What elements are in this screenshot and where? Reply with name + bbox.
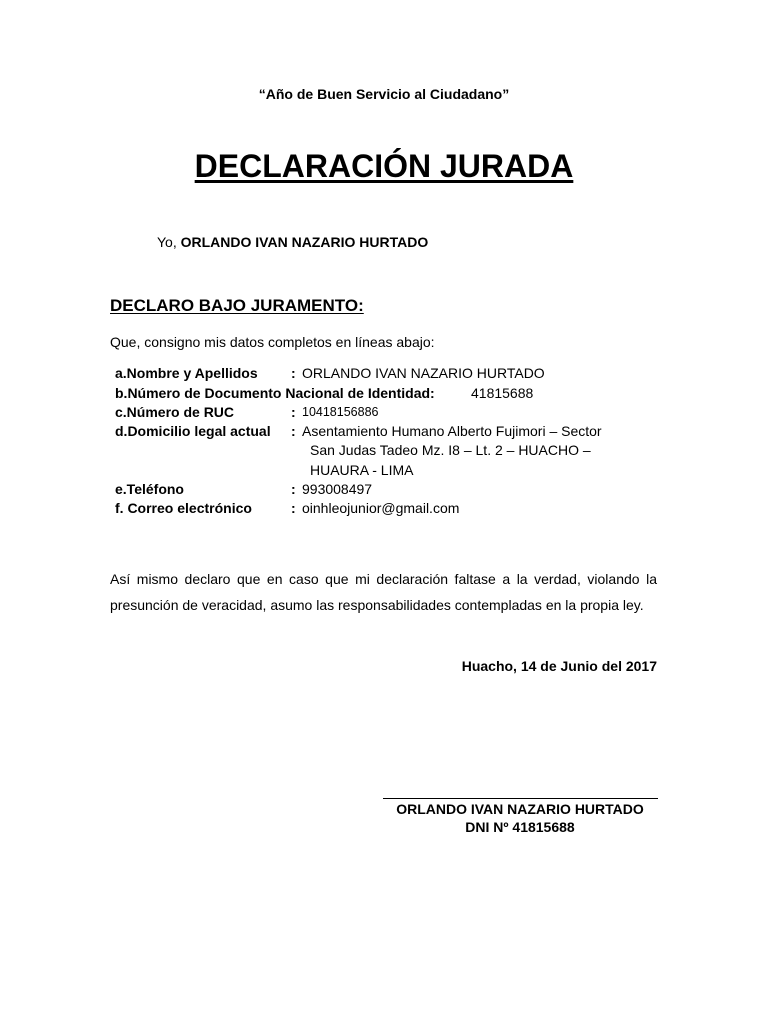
signature-name: ORLANDO IVAN NAZARIO HURTADO (396, 801, 644, 817)
intro-prefix: Yo, (157, 234, 181, 250)
field-value-dni: 41815688 (471, 385, 534, 401)
field-label-address: d.Domicilio legal actual (115, 423, 271, 439)
field-colon: : (291, 423, 296, 439)
field-value-address-line3: HUAURA - LIMA (310, 462, 414, 478)
field-label-email: f. Correo electrónico (115, 500, 252, 516)
field-label-dni: b.Número de Documento Nacional de Identidad: (115, 385, 435, 401)
intro-name: ORLANDO IVAN NAZARIO HURTADO (180, 234, 429, 250)
signature-line (383, 798, 658, 799)
intro-line (157, 234, 428, 250)
field-value-address-line2: San Judas Tadeo Mz. I8 – Lt. 2 – HUACHO – (310, 442, 591, 458)
declaration-heading: DECLARO BAJO JURAMENTO: (110, 296, 364, 315)
field-colon: : (291, 404, 296, 420)
signature-dni: DNI Nº 41815688 (465, 819, 575, 835)
declaration-lead: Que, consigno mis datos completos en líneas abajo: (110, 334, 435, 350)
document-title: DECLARACIÓN JURADA (194, 148, 574, 184)
field-colon: : (291, 481, 296, 497)
field-value-ruc: 10418156886 (302, 405, 379, 419)
body-paragraph: Así mismo declaro que en caso que mi declaración faltase a la verdad, violando la presunción de veracidad, asumo las responsabilidades contempladas en la propia ley. (110, 571, 657, 613)
field-label-name: a.Nombre y Apellidos (115, 365, 258, 381)
field-value-email: oinhleojunior@gmail.com (302, 500, 460, 516)
field-colon: : (291, 500, 296, 516)
field-value-phone: 993008497 (302, 481, 373, 497)
field-label-ruc: c.Número de RUC (115, 404, 235, 420)
field-label-phone: e.Teléfono (115, 481, 184, 497)
date-line: Huacho, 14 de Junio del 2017 (461, 658, 657, 674)
field-value-name: ORLANDO IVAN NAZARIO HURTADO (302, 365, 545, 381)
field-colon: : (291, 365, 296, 381)
motto-line: “Año de Buen Servicio al Ciudadano” (258, 86, 510, 102)
field-value-address-line1: Asentamiento Humano Alberto Fujimori – Sector (302, 423, 602, 439)
